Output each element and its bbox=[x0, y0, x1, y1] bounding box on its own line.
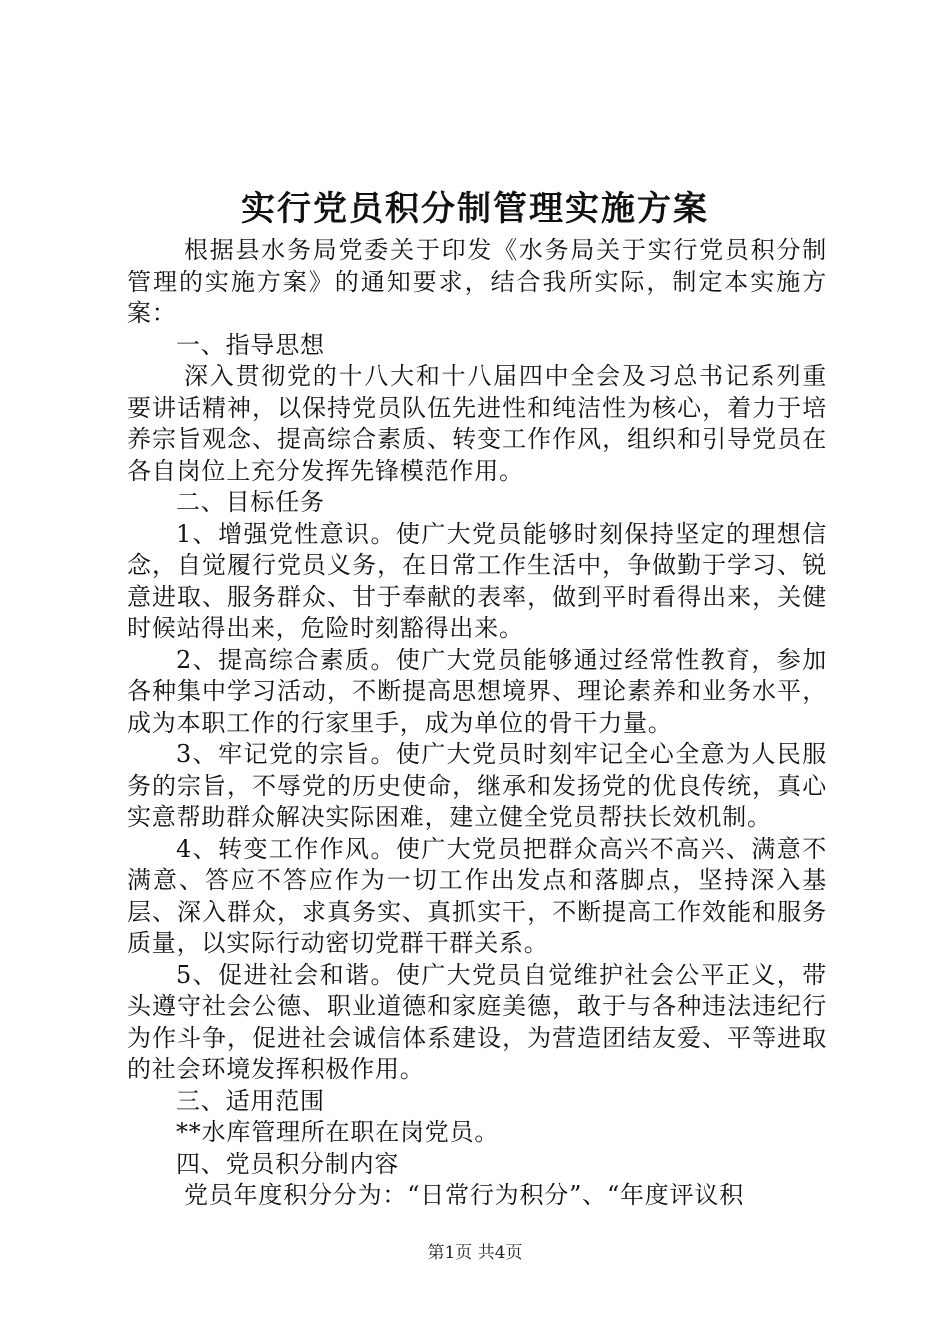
goal-item-3: 3、牢记党的宗旨。使广大党员时刻牢记全心全意为人民服务的宗旨，不辱党的历史使命，继承和发扬党的优良传统，真心实意帮助群众解决实际困难，建立健全党员帮扶长效机制。 bbox=[127, 740, 827, 831]
section-heading-points-content: 四、党员积分制内容 bbox=[176, 1149, 400, 1178]
points-content-paragraph: 党员年度积分分为：“日常行为积分”、“年度评议积 bbox=[184, 1181, 745, 1209]
intro-paragraph: 根据县水务局党委关于印发《水务局关于实行党员积分制管理的实施方案》的通知要求，结合我所实际，制定本实施方案： bbox=[127, 236, 827, 327]
section-heading-scope: 三、适用范围 bbox=[176, 1086, 325, 1115]
goal-item-4: 4、转变工作作风。使广大党员把群众高兴不高兴、满意不满意、答应不答应作为一切工作出发点和落脚点，坚持深入基层、深入群众，求真务实、真抓实干，不断提高工作效能和服务质量，以实际行动密切党群干群关系。 bbox=[127, 834, 827, 957]
goal-item-2: 2、提高综合素质。使广大党员能够通过经常性教育，参加各种集中学习活动，不断提高思想境界、理论素养和业务水平，成为本职工作的行家里手，成为单位的骨干力量。 bbox=[127, 645, 827, 737]
scope-paragraph: **水库管理所在职在岗党员。 bbox=[176, 1118, 500, 1146]
guiding-ideology-paragraph: 深入贯彻党的十八大和十八届四中全会及习总书记系列重要讲话精神，以保持党员队伍先进性和纯洁性为核心，着力于培养宗旨观念、提高综合素质、转变工作作风，组织和引导党员在各自岗位上充分发挥先锋模范作用。 bbox=[127, 362, 827, 485]
goal-item-5: 5、促进社会和谐。使广大党员自觉维护社会公平正义，带头遵守社会公德、职业道德和家庭美德，敢于与各种违法违纪行为作斗争，促进社会诚信体系建设，为营造团结友爱、平等进取的社会环境发挥积极作用。 bbox=[127, 960, 827, 1083]
section-heading-guiding-ideology: 一、指导思想 bbox=[176, 330, 325, 359]
document-body bbox=[127, 235, 827, 1212]
page-footer: 第1页 共4页 bbox=[427, 1243, 523, 1263]
document-title: 实行党员积分制管理实施方案 bbox=[241, 189, 709, 229]
goal-item-1: 1、增强党性意识。使广大党员能够时刻保持坚定的理想信念，自觉履行党员义务，在日常工作生活中，争做勤于学习、锐意进取、服务群众、甘于奉献的表率，做到平时看得出来，关健时候站得出来，危险时刻豁得出来。 bbox=[127, 519, 827, 642]
section-heading-goals: 二、目标任务 bbox=[176, 488, 325, 516]
